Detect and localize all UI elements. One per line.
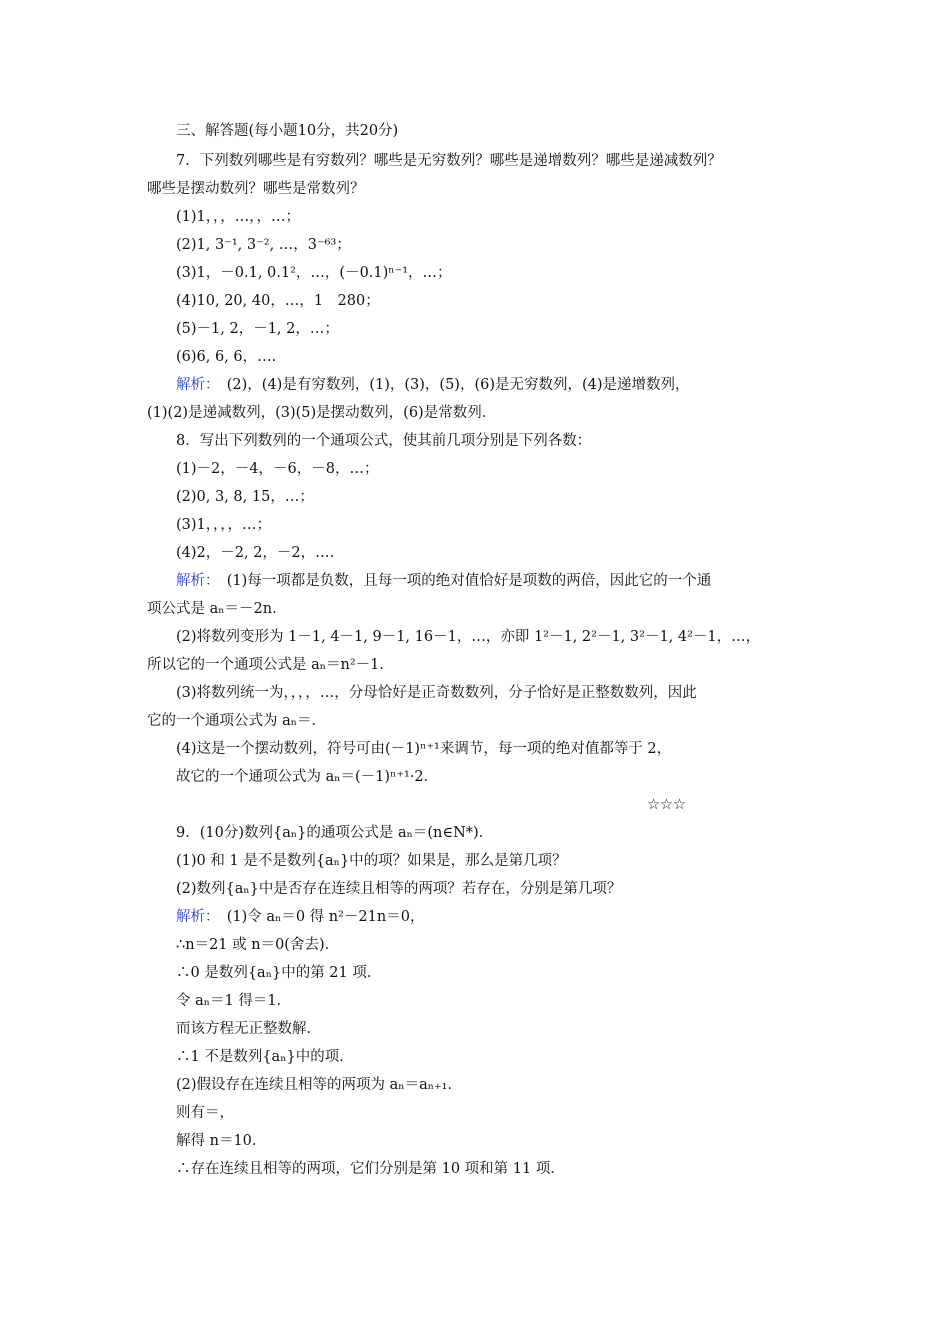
- q7-stem-line2: 哪些是摆动数列？哪些是常数列？: [147, 181, 365, 197]
- q7-item-3: (3)1，－0.1, 0.1²，…，(－0.1)ⁿ⁻¹，…；: [176, 265, 452, 281]
- section-title: 三、解答题(每小题10分，共20分): [176, 123, 399, 139]
- q9-answer-line2: ∴n＝21 或 n＝0(舍去)．: [176, 937, 340, 953]
- q9-answer-line10: ∴存在连续且相等的两项，它们分别是第 10 项和第 11 项．: [176, 1161, 565, 1177]
- q9-answer-line6: ∴1 不是数列{aₙ}中的项．: [176, 1049, 354, 1065]
- q9-answer-line7: (2)假设存在连续且相等的两项为 aₙ＝aₙ₊₁．: [176, 1077, 462, 1093]
- q9-answer-line9: 解得 n＝10．: [176, 1133, 267, 1149]
- q8-answer-2-line1: (2)将数列变形为 1－1, 4－1, 9－1, 16－1，…，亦即 1²－1, 2²－1, 3²－1, 4²－1，…，: [176, 629, 761, 645]
- q8-answer-3-line2: 它的一个通项公式为 aₙ＝．: [147, 713, 327, 729]
- q8-answer-2-line2: 所以它的一个通项公式是 aₙ＝n²－1．: [147, 657, 394, 673]
- q8-item-1: (1)－2，－4，－6，－8，…；: [176, 461, 379, 477]
- q9-answer-line3: ∴0 是数列{aₙ}中的第 21 项．: [176, 965, 382, 981]
- q8-answer-1-text: (1)每一项都是负数，且每一项的绝对值恰好是项数的两倍，因此它的一个通: [212, 573, 712, 589]
- q8-answer-4-line2: 故它的一个通项公式为 aₙ＝(－1)ⁿ⁺¹·2．: [176, 769, 439, 785]
- q8-item-3: (3)1，，，，…；: [176, 517, 272, 533]
- q9-answer-line8: 则有＝，: [176, 1105, 234, 1121]
- q8-answer-4-line1: (4)这是一个摆动数列，符号可由(－1)ⁿ⁺¹来调节，每一项的绝对值都等于 2，: [176, 741, 672, 757]
- q7-item-2: (2)1, 3⁻¹, 3⁻², …，3⁻⁶³；: [176, 237, 351, 253]
- section-divider-stars: ☆☆☆: [647, 797, 686, 813]
- q7-answer-line1: [176, 376, 690, 394]
- q8-answer-3-line1: (3)将数列统一为，，，，…，分母恰好是正奇数数列，分子恰好是正整数数列，因此: [176, 685, 697, 701]
- q7-stem-line1: 7．下列数列哪些是有穷数列？哪些是无穷数列？哪些是递增数列？哪些是递减数列？: [176, 153, 722, 169]
- q7-item-5: (5)－1, 2，－1, 2，…；: [176, 321, 339, 337]
- q8-item-4: (4)2，－2, 2，－2，….: [176, 545, 335, 561]
- q8-answer-1-line2: 项公式是 aₙ＝－2n．: [147, 601, 287, 617]
- q7-answer-line2: (1)(2)是递减数列，(3)(5)是摆动数列，(6)是常数列．: [147, 405, 497, 421]
- q9-answer-line1-text: (1)令 aₙ＝0 得 n²－21n＝0，: [212, 909, 425, 925]
- q7-item-4: (4)10, 20, 40，…，1 280；: [176, 293, 380, 309]
- q9-answer-line1: [176, 908, 424, 926]
- q8-answer-1-line1: [176, 572, 711, 590]
- q9-answer-line4: 令 aₙ＝1 得＝1．: [176, 993, 292, 1009]
- q9-sub-1: (1)0 和 1 是不是数列{aₙ}中的项？如果是，那么是第几项？: [176, 853, 567, 869]
- analysis-label: 解析：: [176, 573, 213, 589]
- analysis-label: 解析：: [176, 909, 213, 925]
- q9-sub-2: (2)数列{aₙ}中是否存在连续且相等的两项？若存在，分别是第几项？: [176, 881, 622, 897]
- q9-answer-line5: 而该方程无正整数解．: [176, 1021, 321, 1037]
- q9-stem: 9．(10分)数列{aₙ}的通项公式是 aₙ＝(n∈N*)．: [176, 825, 494, 841]
- analysis-label: 解析：: [176, 377, 213, 393]
- q7-item-1: (1)1，，，…，，…；: [176, 209, 301, 225]
- q8-item-2: (2)0, 3, 8, 15，…；: [176, 489, 314, 505]
- q8-stem: 8．写出下列数列的一个通项公式，使其前几项分别是下列各数：: [176, 433, 592, 449]
- q7-item-6: (6)6, 6, 6，….: [176, 349, 277, 365]
- q7-answer-text: (2)，(4)是有穷数列，(1)，(3)，(5)，(6)是无穷数列，(4)是递增数列，: [212, 377, 690, 393]
